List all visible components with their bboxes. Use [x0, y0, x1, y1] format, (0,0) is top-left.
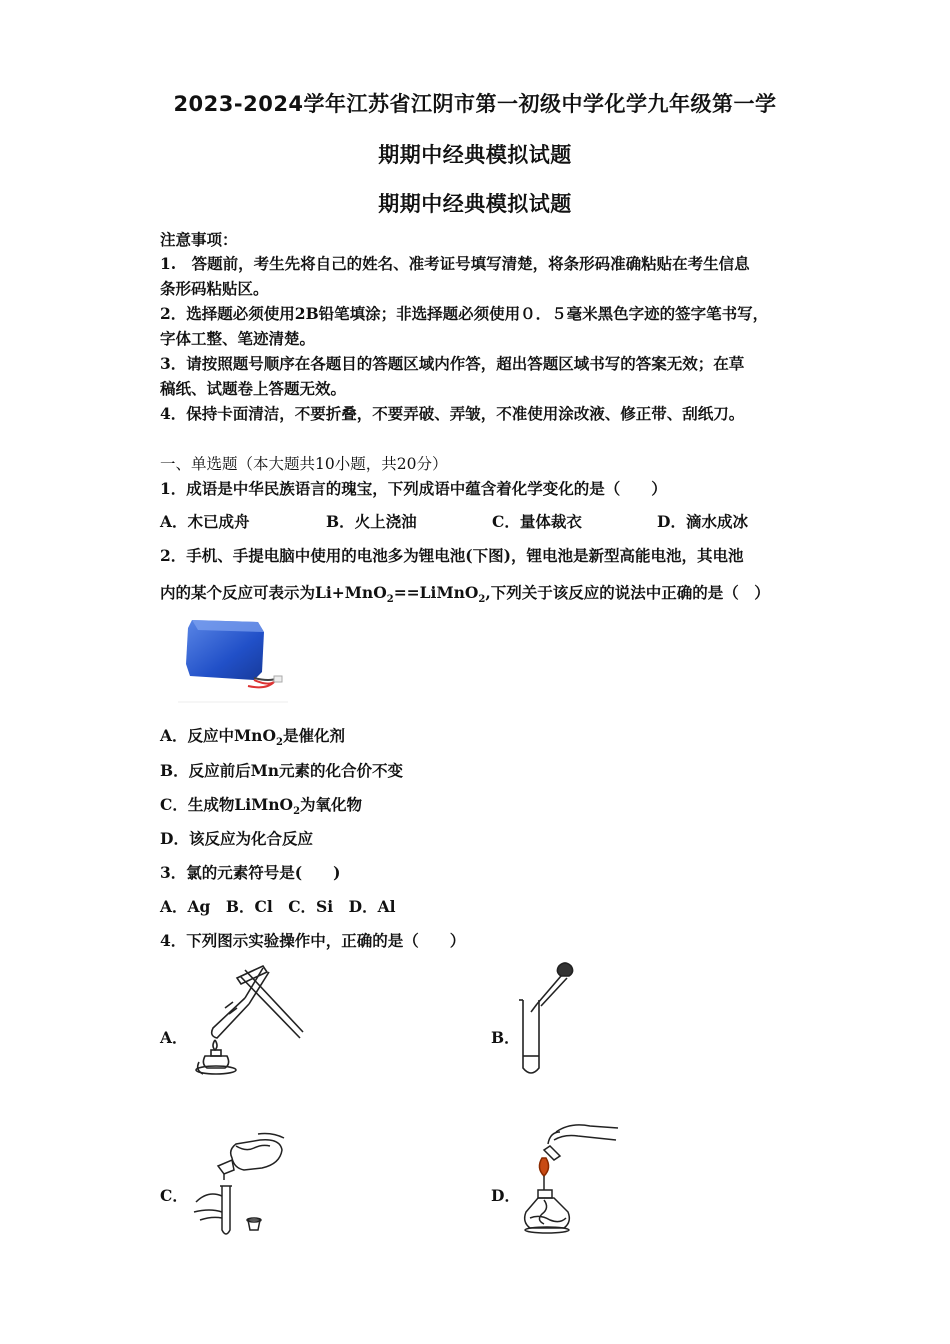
q4-stem: 4．下列图示实验操作中，正确的是（ ） — [160, 931, 466, 950]
q2-option-d: D．该反应为化合反应 — [160, 829, 313, 848]
notice-heading: 注意事项： — [160, 230, 238, 249]
q2-stem-line2: 内的某个反应可表示为Li+MnO$_2$==LiMnO$_2$,下列关于该反应的说法中正确的是（ ） — [160, 583, 770, 606]
q2-option-c: C．生成物LiMnO$_2$为氧化物 — [160, 795, 363, 818]
notice-item-1: 1. 答题前，考生先将自己的姓名、准考证号填写清楚，将条形码准确粘贴在考生信息 — [160, 254, 750, 273]
q2-option-a: A．反应中MnO$_2$是催化剂 — [160, 726, 345, 749]
q1-stem: 1．成语是中华民族语言的瑰宝，下列成语中蕴含着化学变化的是（ ） — [160, 479, 667, 498]
lithium-battery-image — [178, 612, 288, 704]
q3-options: A．Ag B．Cl C．Si D．Al — [160, 897, 396, 916]
q4-option-c-label: C． — [160, 1186, 188, 1205]
q1-option-a: A．木已成舟 — [160, 512, 250, 531]
q4-option-d-label: D． — [491, 1186, 520, 1205]
q3-stem: 3．氯的元素符号是( ) — [160, 863, 341, 882]
heating-test-tube-figure — [185, 958, 310, 1083]
q1-option-d: D．滴水成冰 — [657, 512, 748, 531]
title-line-1: 2023-2024学年江苏省江阴市第一初级中学化学九年级第一学 — [173, 92, 777, 116]
section-heading: 一、单选题（本大题共10小题，共20分） — [160, 455, 448, 473]
notice-item-2-cont: 字体工整、笔迹清楚。 — [160, 329, 316, 348]
notice-item-2: 2．选择题必须使用2B铅笔填涂；非选择题必须使用０．５毫米黑色字迹的签字笔书写， — [160, 304, 769, 323]
lighting-alcohol-lamp-figure — [520, 1120, 625, 1245]
notice-item-3: 3．请按照题号顺序在各题目的答题区域内作答，超出答题区域书写的答案无效；在草 — [160, 354, 745, 373]
q1-option-b: B．火上浇油 — [326, 512, 417, 531]
q2-stem-line1: 2．手机、手提电脑中使用的电池多为锂电池(下图)，锂电池是新型高能电池，其电池 — [160, 546, 744, 565]
notice-item-4: 4．保持卡面清洁，不要折叠，不要弄破、弄皱，不准使用涂改液、修正带、刮纸刀。 — [160, 404, 745, 423]
q4-option-b-label: B． — [491, 1028, 520, 1047]
q2-option-b: B．反应前后Mn元素的化合价不变 — [160, 761, 404, 780]
pouring-liquid-figure — [188, 1130, 288, 1245]
dropper-test-tube-figure — [515, 960, 585, 1080]
q1-option-c: C．量体裁衣 — [492, 512, 582, 531]
notice-item-1-cont: 条形码粘贴区。 — [160, 279, 269, 298]
title-line-2: 期期中经典模拟试题 — [378, 143, 572, 167]
notice-item-3-cont: 稿纸、试题卷上答题无效。 — [160, 379, 347, 398]
q4-option-a-label: A． — [160, 1028, 188, 1047]
title-line-3: 期期中经典模拟试题 — [378, 192, 572, 216]
